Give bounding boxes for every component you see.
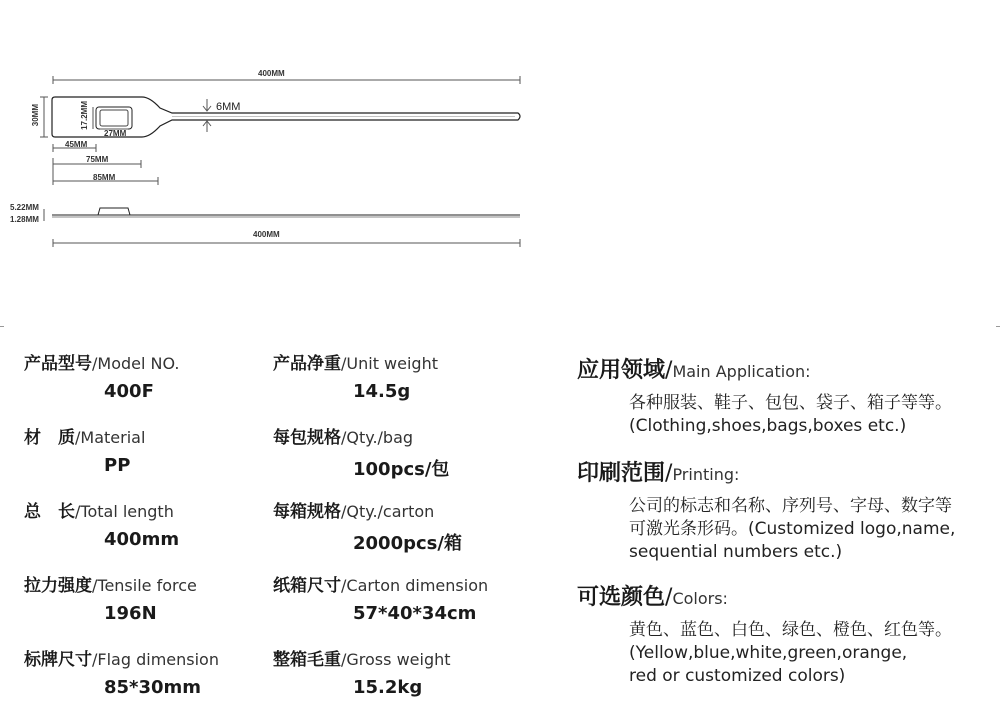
section-title-en: Printing:: [672, 465, 740, 484]
section-main-application: 应用领域/Main Application: 各种服装、鞋子、包包、袋子、箱子等等。 (Clothing,shoes,bags,boxes etc.): [577, 353, 989, 438]
spec-label-en: /Carton dimension: [341, 576, 489, 595]
section-line: (Clothing,shoes,bags,boxes etc.): [629, 416, 907, 436]
section-line: 可激光条形码。(Customized logo,name,: [629, 519, 956, 539]
section-title-en: Colors:: [672, 589, 728, 608]
spec-label-en: /Qty./carton: [341, 502, 435, 521]
seal-drawing: [0, 0, 1000, 260]
spec-gross-weight: [273, 649, 451, 698]
dim-flag-height: 30MM: [31, 104, 40, 127]
spec-label-cn: 每包规格: [273, 428, 341, 448]
spec-value: 15.2kg: [353, 677, 423, 698]
separator-left: [0, 326, 4, 327]
section-line: sequential numbers etc.): [629, 542, 843, 562]
dim-thickness-1: 5.22MM: [10, 203, 39, 212]
dim-85: 85MM: [93, 173, 116, 182]
section-title-cn: 印刷范围: [577, 461, 666, 486]
spec-label-cn: 标牌尺寸: [24, 650, 92, 670]
section-colors: 可选颜色/Colors: 黄色、蓝色、白色、绿色、橙色、红色等。 (Yellow,blue,white,green,orange, red or customized colors): [577, 580, 989, 688]
dim-bottom-length: 400MM: [253, 230, 280, 239]
spec-value: 14.5g: [353, 381, 411, 402]
spec-value: 57*40*34cm: [353, 603, 477, 624]
separator-right: [996, 326, 1000, 327]
dim-45: 45MM: [65, 140, 88, 149]
dim-hole-width: 27MM: [104, 129, 127, 138]
spec-label-cn: 总 长: [24, 502, 75, 522]
spec-value: 400F: [104, 381, 154, 402]
spec-qty-carton: [273, 501, 462, 555]
spec-qty-bag: [273, 427, 449, 481]
spec-label-cn: 材 质: [24, 428, 75, 448]
spec-value: 85*30mm: [104, 677, 202, 698]
section-line: 黄色、蓝色、白色、绿色、橙色、红色等。: [629, 620, 952, 640]
section-title-cn: 应用领域: [577, 358, 666, 383]
spec-label-cn: 产品净重: [273, 354, 341, 374]
dim-neck-width: 6MM: [216, 101, 241, 113]
section-title-cn: 可选颜色: [577, 585, 666, 610]
section-line: 公司的标志和名称、序列号、字母、数字等: [629, 496, 952, 516]
spec-value: 100pcs/包: [353, 459, 450, 480]
spec-unit-weight: [273, 353, 438, 402]
spec-label-en: /Flag dimension: [92, 650, 219, 669]
spec-value: 400mm: [104, 529, 180, 550]
section-line: red or customized colors): [629, 666, 846, 686]
spec-label-en: /Model NO.: [92, 354, 180, 373]
dim-thickness-2: 1.28MM: [10, 215, 39, 224]
spec-label-en: /Material: [75, 428, 146, 447]
spec-label-cn: 产品型号: [24, 354, 92, 374]
spec-material: [24, 427, 145, 476]
spec-label-cn: 拉力强度: [24, 576, 92, 596]
spec-tensile-force: [24, 575, 197, 624]
spec-label-en: /Gross weight: [341, 650, 451, 669]
spec-label-en: /Total length: [75, 502, 174, 521]
spec-label-en: /Qty./bag: [341, 428, 414, 447]
section-title-en: Main Application:: [672, 362, 811, 381]
spec-carton-dimension: [273, 575, 488, 624]
dim-75: 75MM: [86, 155, 109, 164]
section-line: (Yellow,blue,white,green,orange,: [629, 643, 908, 663]
section-body: [629, 619, 989, 688]
dim-hole-height: 17.2MM: [80, 101, 89, 130]
spec-model: [24, 353, 180, 402]
spec-label-cn: 每箱规格: [273, 502, 341, 522]
spec-label-cn: 整箱毛重: [273, 650, 341, 670]
spec-label-en: /Unit weight: [341, 354, 438, 373]
spec-flag-dimension: [24, 649, 219, 698]
section-printing: 印刷范围/Printing: 公司的标志和名称、序列号、字母、数字等 可激光条形码。(Customized logo,name, sequential numbers etc.): [577, 456, 989, 564]
section-body: [629, 392, 989, 438]
spec-label-cn: 纸箱尺寸: [273, 576, 341, 596]
spec-value: 2000pcs/箱: [353, 533, 462, 554]
spec-total-length: [24, 501, 179, 550]
spec-value: PP: [104, 455, 131, 476]
spec-value: 196N: [104, 603, 157, 624]
dim-top-length: 400MM: [258, 69, 285, 78]
spec-label-en: /Tensile force: [92, 576, 197, 595]
section-body: [629, 495, 989, 564]
section-line: 各种服装、鞋子、包包、袋子、箱子等等。: [629, 393, 952, 413]
